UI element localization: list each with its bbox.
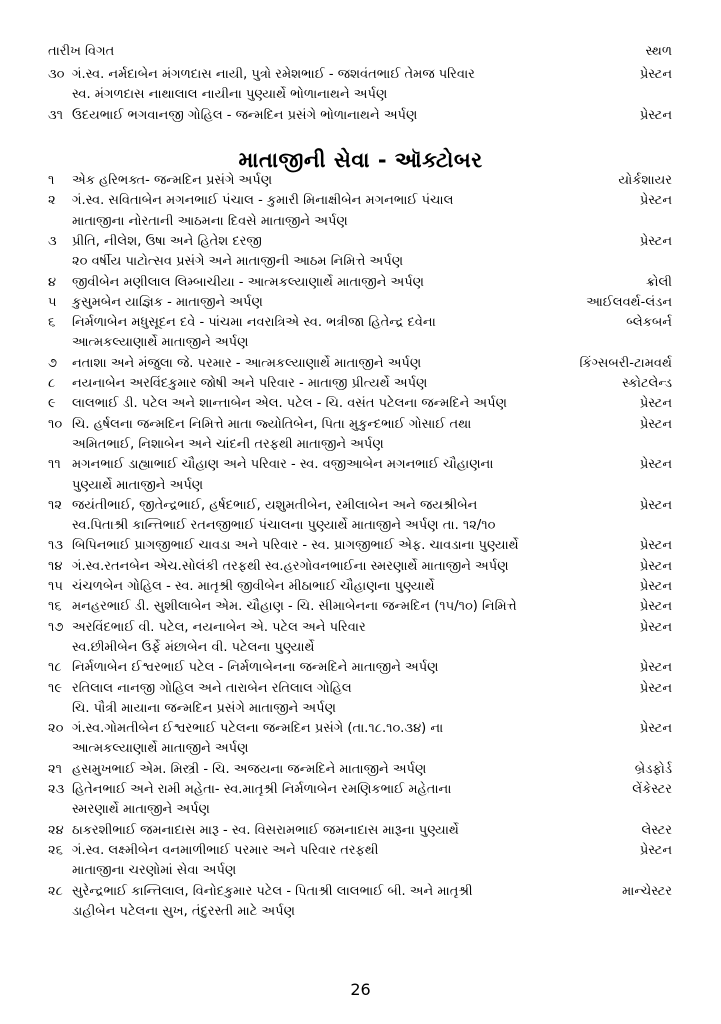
list-item (48, 497, 672, 515)
entry-number: ૧૧ (48, 457, 61, 473)
list-item (48, 456, 672, 474)
entry-place: પ્રેસ્ટન (639, 680, 672, 696)
entry-number: ૧ (48, 173, 55, 188)
entry-text: ઠાકરશીભાઈ જમનાદાસ મારૂ - સ્વ. વિસરામભાઈ જમનાદાસ મારૂના પુણ્યાર્થે (72, 822, 459, 838)
entry-number: ૧૭ (48, 619, 64, 635)
entry-place: માન્ચેસ્ટર (622, 883, 672, 899)
entry-text: નતાશા અને મંજુલા જે. પરમાર - આત્મકલ્યાણાર્થે માતાજીને અર્પણ (72, 355, 422, 371)
entry-place: ક્રોલી (646, 274, 672, 290)
entry-place: પ્રેસ્ટન (639, 107, 672, 123)
entry-place: બ્લેકબર્ન (626, 315, 672, 331)
list-item (48, 274, 672, 292)
list-item (48, 883, 672, 901)
entry-text: જયંતીભાઈ, જીતેન્દ્રભાઈ, હર્ષદભાઈ, યશુમતીબેન, રમીલાબેન અને જયશ્રીબેન (72, 497, 478, 513)
entry-number: ૧૪ (48, 558, 63, 574)
page-number: 26 (350, 980, 371, 999)
list-item (48, 822, 672, 840)
list-item (48, 375, 672, 393)
entry-continuation: સ્વ. મંગળદાસ નાથાલાલ નાયીના પુણ્યાર્થે ભોળાનાથને અર્પણ (72, 87, 388, 103)
list-item (48, 781, 672, 799)
entry-number: ૪ (48, 274, 57, 290)
entry-place: પ્રેસ્ટન (639, 538, 672, 554)
entry-number: ૩ (48, 233, 57, 249)
entry-place: પ્રેસ્ટન (639, 67, 672, 82)
entry-continuation: પુણ્યાર્થે માતાજીને અર્પણ (72, 477, 204, 493)
entry-number: ૯ (48, 396, 56, 412)
entry-place: પ્રેસ્ટન (639, 660, 672, 676)
entry-number: ૨૪ (48, 822, 64, 838)
entry-number: ૨૮ (48, 883, 63, 899)
entry-text: ચિ. હર્ષલના જન્મદિન નિમિત્તે માતા જ્યોતિબેન, પિતા મુકુન્દભાઈ ગોસાઈ તથા (72, 416, 472, 432)
entry-number: ૧૨ (48, 497, 63, 513)
entry-place: પ્રેસ્ટન (639, 193, 672, 209)
entry-place: યોર્કશાયર (618, 173, 672, 188)
entry-continuation: આત્મકલ્યાણાર્થે માતાજીને અર્પણ (72, 335, 249, 351)
entry-continuation: આત્મકલ્યાણાર્થે માતાજીને અર્પણ (72, 741, 249, 757)
entry-number: ૨૬ (48, 842, 63, 858)
entry-text: મનહરભાઈ ડી. સુશીલાબેન એમ. ચૌહાણ - ચિ. સીમાબેનના જન્મદિન (૧૫/૧૦) નિમિત્તે (72, 599, 517, 615)
entry-number: ૧૫ (48, 579, 63, 594)
list-item (48, 720, 672, 738)
entry-number: ૮ (48, 376, 56, 391)
entry-place: લેંકેસ્ટર (632, 782, 672, 797)
entry-text: ગં.સ્વ. લક્ષ્મીબેન વનમાળીભાઈ પરમાર અને પરિવાર તરફથી (72, 842, 379, 858)
entry-place: લેસ્ટર (641, 822, 672, 838)
list-item (48, 619, 672, 637)
entry-continuation: માતાજીના ચરણોમાં સેવા અર્પણ (72, 863, 237, 879)
list-item (48, 355, 672, 373)
entry-place: પ્રેસ્ટન (639, 558, 672, 574)
entry-text: નિર્મળાબેન ઈશ્વરભાઈ પટેલ - નિર્મળાબેનના જન્મદિને માતાજીને અર્પણ (72, 660, 439, 676)
entry-number: ૨૧ (48, 761, 63, 777)
entry-text: ઉદયભાઈ ભગવાનજી ગોહિલ - જન્મદિન પ્રસંગે ભોળાનાથને અર્પણ (72, 107, 418, 123)
entry-number: ૭ (48, 355, 58, 371)
entry-place: કિંગ્સબરી-ટામવર્થ (579, 355, 672, 371)
entry-place: પ્રેસ્ટન (639, 416, 672, 432)
entry-continuation: સ્વ.છીમીબેન ઉર્ફે મંછાબેન વી. પટેલના પુણ્યાર્થે (72, 639, 315, 655)
entry-continuation: સ્મરણાર્થે માતાજીને અર્પણ (72, 802, 210, 818)
list-item (48, 761, 672, 779)
entry-text: ગં.સ્વ. સવિતાબેન મગનભાઈ પંચાલ - કુમારી મિનાક્ષીબેન મગનભાઈ પંચાલ (72, 193, 454, 209)
section-title: માતાજીની સેવા - ઑક્ટોબર (238, 148, 483, 172)
list-item (48, 66, 672, 84)
entry-text: સુરેન્દ્રભાઈ કાન્તિલાલ, વિનોદકુમાર પટેલ - પિતાશ્રી લાલભાઈ બી. અને માતૃશ્રી (72, 883, 473, 899)
entry-text: કુસુમબેન યાજ્ઞિક - માતાજીને અર્પણ (72, 294, 263, 310)
header-date-details: તારીખ વિગત (48, 44, 115, 59)
entry-text: એક હરિભક્ત- જન્મદિન પ્રસંગે અર્પણ (72, 173, 273, 188)
list-item (48, 659, 672, 677)
entry-text: હસમુખભાઈ એમ. મિસ્ત્રી - ચિ. અજયના જન્મદિને માતાજીને અર્પણ (72, 761, 427, 777)
entry-continuation: ડાહીબેન પટેલના સુખ, તંદુરસ્તી માટે અર્પણ (72, 903, 295, 919)
entry-number: ૩૧ (48, 107, 64, 123)
entry-text: મગનભાઈ ડાહ્યાભાઈ ચૌહાણ અને પરિવાર - સ્વ. વજીઆબેન મગનભાઈ ચૌહાણના (72, 457, 494, 473)
entry-number: ૨૦ (48, 721, 64, 737)
entry-text: નયનાબેન અરવિંદકુમાર જોષી અને પરિવાર - માતાજી પ્રીત્યર્થે અર્પણ (72, 376, 428, 391)
entry-place: આઈલવર્થ-લંડન (586, 294, 672, 310)
entry-place: પ્રેસ્ટન (639, 396, 672, 412)
entry-place: પ્રેસ્ટન (639, 721, 672, 737)
list-item (48, 172, 672, 190)
entry-number: ૨ (48, 193, 56, 209)
entry-place: પ્રેસ્ટન (639, 457, 672, 473)
table-header (48, 44, 672, 59)
list-item (48, 294, 672, 312)
entry-text: હિતેનભાઈ અને રામી મહેતા- સ્વ.માતૃશ્રી નિર્મળાબેન રમણિકભાઈ મહેતાના (72, 782, 452, 797)
header-place: સ્થળ (645, 44, 672, 59)
entry-place: પ્રેસ્ટન (639, 233, 672, 249)
entry-number: ૬ (48, 315, 56, 331)
list-item (48, 842, 672, 860)
entry-text: પ્રીતિ, નીલેશ, ઉષા અને હિતેશ દરજી (72, 233, 262, 249)
entry-place: પ્રેસ્ટન (639, 497, 672, 513)
entry-place: પ્રેસ્ટન (639, 842, 672, 858)
list-item (48, 233, 672, 251)
entry-continuation: ચિ. પૌત્રી માયાના જન્મદિન પ્રસંગે માતાજીને અર્પણ (72, 700, 336, 716)
list-item (48, 416, 672, 434)
entry-place: પ્રેસ્ટન (639, 619, 672, 635)
entry-place: સ્કોટલેન્ડ (622, 376, 672, 391)
entry-text: ચંચળબેન ગોહિલ - સ્વ. માતૃશ્રી જીવીબેન મીઠાભાઈ ચૌહાણના પુણ્યાર્થે (72, 579, 435, 594)
entry-text: ગં.સ્વ.રતનબેન એચ.સોલંકી તરફથી સ્વ.હરગોવનભાઈના સ્મરણાર્થે માતાજીને અર્પણ (72, 558, 509, 574)
entry-number: ૫ (48, 294, 57, 310)
entry-number: ૩૦ (48, 67, 65, 82)
entry-place: પ્રેસ્ટન (639, 579, 672, 594)
entry-continuation: ૨૦ વર્ષીય પાટોત્સવ પ્રસંગે અને માતાજીની આઠમ નિમિત્તે અર્પણ (72, 254, 404, 270)
list-item (48, 598, 672, 616)
entry-number: ૨૩ (48, 782, 65, 797)
entry-text: ગં.સ્વ. નર્મદાબેન મંગળદાસ નાયી, પુત્રો રમેશભાઈ - જશવંતભાઈ તેમજ પરિવાર (72, 67, 475, 82)
entry-number: ૧૦ (48, 416, 63, 432)
entry-continuation: માતાજીના નોરતાની આઠમના દિવસે માતાજીને અર્પણ (72, 213, 348, 229)
list-item (48, 578, 672, 596)
list-item (48, 558, 672, 576)
list-item (48, 680, 672, 698)
entry-place: પ્રેસ્ટન (639, 599, 672, 615)
entry-number: ૧૯ (48, 680, 63, 696)
entry-text: રતિલાલ નાનજી ગોહિલ અને તારાબેન રતિલાલ ગોહિલ (72, 680, 352, 696)
entry-text: નિર્મળાબેન મધુસૂદન દવે - પાંચમા નવરાત્રિએ સ્વ. ભત્રીજા હિતેન્દ્ર દવેના (72, 315, 436, 331)
entry-text: જીવીબેન મણીલાલ લિમ્બાચીયા - આત્મકલ્યાણાર્થે માતાજીને અર્પણ (72, 274, 425, 290)
list-item (48, 395, 672, 413)
entry-number: ૧૮ (48, 660, 62, 676)
entry-text: ગં.સ્વ.ગોમતીબેન ઈશ્વરભાઈ પટેલના જન્મદિન પ્રસંગે (તા.૧૮.૧૦.૩૪) ના (72, 721, 444, 737)
entry-continuation: અમિતભાઈ, નિશાબેન અને ચાંદની તરફથી માતાજીને અર્પણ (72, 436, 384, 452)
entry-text: અરવિંદભાઈ વી. પટેલ, નયનાબેન એ. પટેલ અને પરિવાર (72, 619, 366, 635)
list-item (48, 107, 672, 125)
list-item (48, 537, 672, 555)
list-item (48, 314, 672, 332)
entry-place: બ્રેડફોર્ડ (634, 761, 672, 777)
entry-number: ૧૬ (48, 599, 62, 615)
entry-text: લાલભાઈ ડી. પટેલ અને શાન્તાબેન એલ. પટેલ - ચિ. વસંત પટેલના જન્મદિને અર્પણ (72, 396, 507, 412)
entry-text: બિપિનભાઈ પ્રાગજીભાઈ ચાવડા અને પરિવાર - સ્વ. પ્રાગજીભાઈ એફ. ચાવડાના પુણ્યાર્થે (72, 538, 519, 554)
entry-number: ૧૩ (48, 538, 64, 554)
entry-continuation: સ્વ.પિતાશ્રી કાન્તિભાઈ રતનજીભાઈ પંચાલના પુણ્યાર્થે માતાજીને અર્પણ તા. ૧૨/૧૦ (72, 518, 496, 534)
list-item (48, 192, 672, 210)
